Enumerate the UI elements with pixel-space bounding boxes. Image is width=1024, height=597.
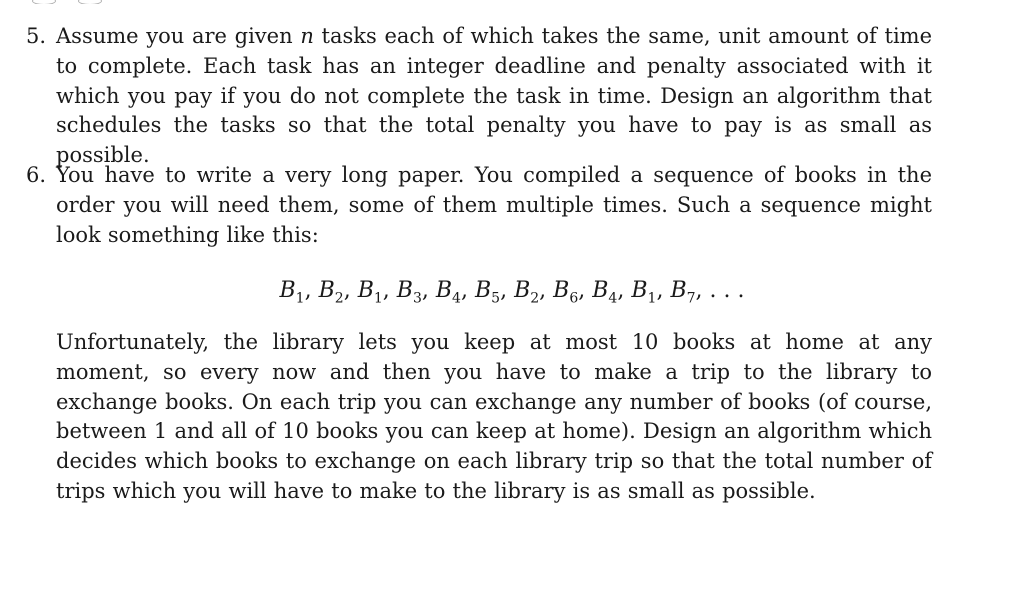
sequence-term-index: 3 [412, 290, 422, 307]
sequence-term [631, 278, 657, 307]
sequence-ellipsis: , . . . [695, 278, 745, 303]
sequence-term-index: 5 [491, 290, 501, 307]
sequence-separator: , [617, 278, 632, 303]
sequence-term-letter: B [514, 278, 531, 303]
continuation-paragraph: Unfortunately, the library lets you keep at most 10 books at home at any moment, so every now and then you have to make a trip to the library to exchange books. On each trip you can exchange any number of books (of course, between 1 and all of 10 books you can keep at home). Design an algorithm which decides which books to exchange on each library trip so that the total number of trips which you will have to make to the library is as small as possible. [56, 330, 932, 503]
sequence-separator: , [578, 278, 593, 303]
problem-5-text [56, 22, 932, 171]
sequence-separator: , [460, 278, 475, 303]
problem-5 [26, 22, 933, 168]
sequence-term [318, 278, 344, 307]
sequence-term-letter: B [592, 278, 609, 303]
decorative-mark [78, 0, 102, 4]
sequence-term [553, 278, 579, 307]
problem-number: 6. [26, 163, 47, 187]
sequence-term [670, 278, 696, 307]
problem-6 [26, 161, 932, 253]
problem-6-intro-text: You have to write a very long paper. You compiled a sequence of books in the order you will need them, some of them multiple times. Such a sequence might look something like this: [56, 163, 932, 247]
sequence-term-letter: B [318, 278, 335, 303]
sequence-term-index: 4 [608, 290, 618, 307]
sequence-term-letter: B [631, 278, 648, 303]
sequence-term [396, 278, 422, 307]
sequence-term-letter: B [396, 278, 413, 303]
sequence-term [279, 278, 305, 307]
sequence-term-index: 6 [569, 290, 579, 307]
sequence-separator: , [500, 278, 515, 303]
sequence-separator: , [421, 278, 436, 303]
sequence-separator: , [656, 278, 671, 303]
sequence-term-index: 4 [452, 290, 461, 307]
sequence-term-index: 2 [334, 290, 344, 307]
sequence-term-index: 2 [530, 290, 540, 307]
sequence-separator: , [343, 278, 358, 303]
problem-text-segment: Assume you are given [56, 24, 301, 48]
sequence-term-letter: B [474, 278, 492, 303]
decorative-mark [32, 0, 56, 4]
problem-number: 5. [26, 24, 47, 48]
page-top-edge [0, 0, 1024, 4]
sequence-term-letter: B [357, 278, 374, 303]
sequence-separator: , [539, 278, 554, 303]
math-variable-n: n [300, 24, 314, 48]
sequence-term-index: 1 [373, 290, 383, 307]
problem-6-intro [56, 161, 932, 250]
sequence-term [474, 278, 501, 307]
sequence-term-index: 1 [647, 290, 657, 307]
sequence-term-letter: B [435, 278, 453, 303]
problem-6-continuation-text [56, 328, 932, 507]
sequence-term-letter: B [279, 278, 296, 303]
book-sequence-equation [0, 276, 1024, 313]
sequence-term-index: 7 [686, 290, 696, 307]
sequence-term [435, 278, 461, 307]
problem-text-segment: tasks each of which takes the same, unit amount of time to complete. Each task has an integer deadline and penalty associated with it which you pay if you do not complete the task in time. Design an algorithm that schedules the tasks so that the total penalty you have to pay is as small as possible. [56, 24, 933, 168]
sequence-term-letter: B [670, 278, 687, 303]
sequence-separator: , [304, 278, 319, 303]
sequence-term-letter: B [553, 278, 570, 303]
sequence-term-index: 1 [295, 290, 305, 307]
problem-6-continuation [26, 328, 932, 508]
sequence-term [592, 278, 618, 307]
sequence-separator: , [382, 278, 397, 303]
sequence-term [514, 278, 540, 307]
sequence-term [357, 278, 383, 307]
